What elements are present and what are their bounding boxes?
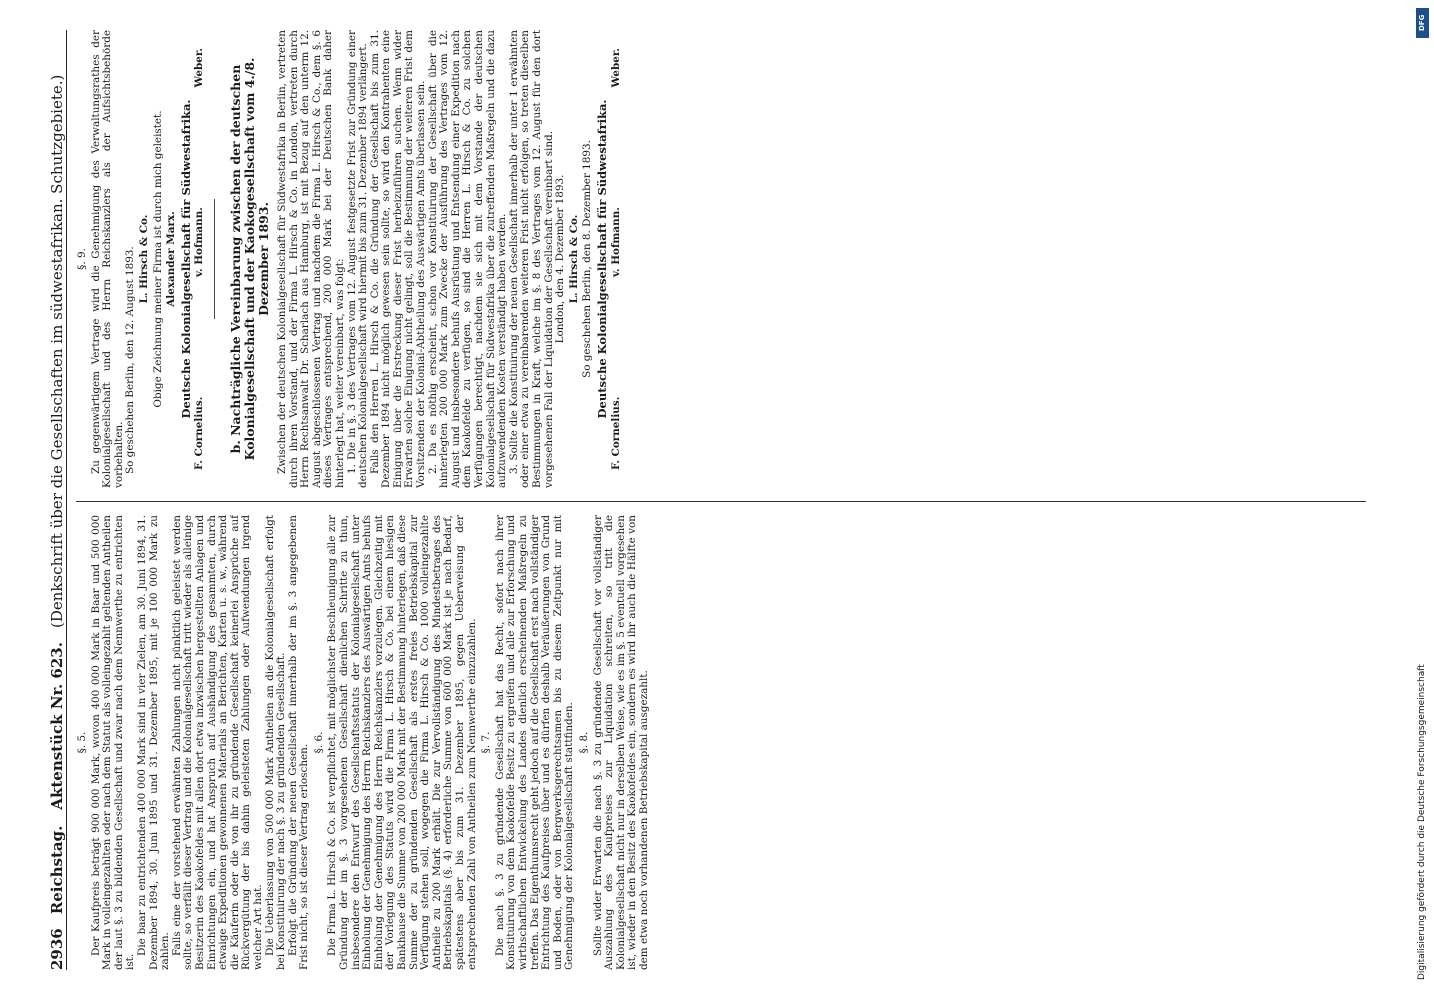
signature-firm: L. Hirsch & Co.	[567, 214, 580, 304]
paragraph: So geschehen Berlin, den 12. August 1893.	[124, 246, 137, 474]
page-number: 2936	[48, 928, 66, 970]
signatory: v. Hofmann.	[193, 207, 206, 278]
section-heading: §. 6.	[312, 731, 325, 754]
file-number: Aktenstück Nr. 623.	[48, 642, 66, 810]
society-name: Deutsche Kolonialgesellschaft für Südwestafrika.	[594, 99, 609, 419]
section-heading: §. 7.	[480, 731, 493, 754]
paragraph: Zwischen der deutschen Kolonialgesellschaft für Südwestafrika in Berlin, vertreten durch ihren Vorstand, und der Firma L. Hirsch & Co. in London, vertreten durch Herrn Rechtsanwalt Dr. Scharlach aus Hamburg, ist mit Bezug auf den unterm 12. August abgeschlossenen Vertrag und nachdem die Firma L. Hirsch & Co., dem §. 6 dieses Vertrages entsprechend, 200 000 Mark bei der Deutschen Bank daher hinterlegt hat, weiter vereinbart, was folgt:	[275, 30, 346, 488]
signatory: F. Cornelius.	[609, 396, 622, 470]
digitization-note: Digitalisierung gefördert durch die Deutsche Forschungsgemeinschaft	[1417, 664, 1427, 980]
paragraph: 3. Sollte die Konstituirung der neuen Gesellschaft innerhalb der unter 1 erwähnten oder einer etwa zu vereinbarenden weiteren Frist nicht erfolgen, so treten dieselben Bestimmungen in Kraft, welche im §. 8 des Vertrages vom 12. August für den dort vorgesehenen Fall der Liquidation der Gesellschaft vereinbart sind.	[507, 30, 555, 488]
paragraph: Erfolgt die Gründung der neuen Gesellschaft innerhalb der im §. 3 angegebenen Frist nicht, so ist dieser Vertrag erloschen.	[286, 515, 311, 970]
paragraph: Der Kaufpreis beträgt 900 000 Mark, wovon 400 000 Mark in Baar und 500 000 Mark in volleingezahlten oder nach dem Statut als volleingezahlt geltenden Antheilen der laut §. 3 zu bildenden Gesellschaft und zwar nach dem Nennwerthe zu entrichten ist.	[89, 515, 137, 970]
place-date: London, den 4. Dezember 1893.	[554, 174, 567, 344]
paragraph: Zu gegenwärtigem Vertrage wird die Genehmigung des Verwaltungsrathes der Kolonialgesellschaft und des Herrn Reichskanzlers als der Aufsichtsbehörde vorbehalten.	[89, 30, 125, 488]
page-header	[40, 30, 67, 970]
paragraph: Falls den Herren L. Hirsch & Co. die Gründung der Gesellschaft bis zum 31. Dezember 1894 nicht möglich gewesen sein sollte, so wird den Kontrahenten eine Einigung über die Erstreckung dieser Frist herbeizuführen suchen. Wenn wider Erwarten solche Einigung nicht gelingt, soll die Bestimmung der weiteren Frist dem Vorsitzenden der Kolonial-Abtheilung des Auswärtigen Amts überlassen sein.	[368, 30, 428, 488]
signatory: Weber.	[193, 48, 206, 88]
paragraph: Falls eine der vorstehend erwähnten Zahlungen nicht pünktlich geleistet werden sollte, so verfällt dieser Vertrag und die Kolonialgesellschaft tritt wieder als alleinige Besitzerin des Kaokofeldes mit allen dort etwa inzwischen hergestellten Anlagen und Einrichtungen ein, und hat Anspruch auf Aushändigung des gesammten, durch etwaige Expeditionen gewonnenen Materials an Berichten, Karten u. s. w., während die Käuferin oder die von ihr zu gründende Gesellschaft keinerlei Ansprüche auf Rückvergütung der bis dahin geleisteten Zahlungen oder Aufwendungen irgend welcher Art hat.	[170, 515, 264, 970]
rotated-page	[40, 30, 1370, 970]
society-name: Deutsche Kolonialgesellschaft für Südwestafrika.	[178, 99, 193, 419]
section-heading: §. 5.	[76, 731, 88, 754]
separator-rule	[214, 199, 215, 319]
paragraph: Die Firma L. Hirsch & Co. ist verpflichtet, mit möglichster Beschleunigung alle zur Gründung der im §. 3 vorgesehenen Gesellschaft dienlichen Schritte zu thun, insbesondere den Entwurf des Gesellschaftsstatuts der Kolonialgesellschaft unter Einholung der Genehmigung des Herrn Reichskanzlers des Auswärtigen Amts behufs Einholung der Genehmigung des Herrn Reichskanzlers vorzulegen. Gleichzeitig mit der Vorlegung des Statuts wird die Firma L. Hirsch & Co. bei einem hiesigen Bankhause die Summe von 200 000 Mark mit der Bestimmung hinterlegen, daß diese Summe der zu gründenden Gesellschaft als erstes freies Betriebskapital zur Verfügung stehen soll, wogegen die Firma L. Hirsch & Co. 1000 volleingezahlte Antheile zu 200 Mark erhält. Die zur Vervollständigung des Mindestbetrages des Betriebskapitals (§. 4) erforderliche Summe von 600 000 Mark ist je nach Bedarf, spätestens aber bis zum 31. Dezember 1895, gegen Ueberweisung der entsprechenden Zahl von Antheilen zum Nennwerthe einzuzahlen.	[326, 515, 478, 970]
column-divider	[76, 501, 1366, 502]
signatory: F. Cornelius.	[193, 396, 206, 470]
section-heading: §. 9.	[76, 248, 88, 270]
signatory: v. Hofmann.	[609, 207, 622, 278]
document-title: (Denkschrift über die Gesellschaften im südwestafrikan. Schutzgebiete.)	[48, 74, 66, 629]
place-date: So geschehen Berlin, den 8. Dezember 1893.	[581, 140, 594, 378]
paragraph: Die nach §. 3 zu gründende Gesellschaft hat das Recht, sofort nach ihrer Konstituirung von dem Kaokofelde Besitz zu ergreifen und alle zur Erforschung und wirthschaftlichen Entwickelung des Landes dienlich erscheinenden Maßregeln zu treffen. Das Eigenthumsrecht geht jedoch auf die Gesellschaft erst nach vollständiger Entrichtung des Kaufpreises über und es dürfen deshalb Veräußerungen von Grund und Boden, oder von Bergwerksgerechtsamen bis zu diesem Zeitpunkt nur mit Genehmigung der Kolonialgesellschaft stattfinden.	[493, 515, 576, 970]
right-column	[74, 30, 1370, 488]
signatory-row	[611, 30, 623, 488]
left-column	[74, 515, 1370, 970]
paragraph: 2. Da es nöthig erscheint, schon vor Konstituirung der Gesellschaft über die hinterlegten 200 000 Mark zum Zwecke der Ausführung des Vertrages vom 12. August und insbesondere behufs Ausrüstung und Entsendung einer Expedition nach dem Kaokofelde zu verfügen, so sind die Herren L. Hirsch & Co. zu solchen Verfügungen berechtigt, nachdem sie sich mit dem Vorstande der deutschen Kolonialgesellschaft für Südwestafrika über die zutreffenden Maßregeln und die dazu aufzuwendenden Kosten verständigt haben werden.	[426, 30, 509, 488]
signature-firm: L. Hirsch & Co.	[137, 214, 150, 304]
signatory-row	[194, 30, 206, 488]
dfg-logo: DFG	[1416, 8, 1429, 38]
paragraph: Die Ueberlassung von 500 000 Mark Antheilen an die Kolonialgesellschaft erfolgt bei Konstituirung der nach §. 3 zu gründenden Gesellschaft.	[263, 515, 288, 970]
signature-name: Alexander Marx.	[165, 211, 178, 307]
paragraph: Sollte wider Erwarten die nach §. 3 zu gründende Gesellschaft vor vollständiger Auszahlung des Kaufpreises zur Liquidation schreiten, so tritt die Kolonialgesellschaft nicht nur in derselben Weise, wie es im §. 5 eventuell vorgesehen ist, wieder in den Besitz des Kaokofeldes ein, sondern es wird ihr auch die Hälfte von dem etwa noch vorhandenen Betriebskapital ausgezahlt.	[591, 515, 650, 970]
paragraph: 1. Die in §. 3 des Vertrages vom 12. August festgesetzte Frist zur Gründung einer deutschen Kolonialgesellschaft wird hiermit bis zum 31. Dezember 1894 verlängert.	[345, 30, 370, 488]
agreement-title: b. Nachträgliche Vereinbarung zwischen der deutschen Kolonialgesellschaft und der Kaokogesellschaft vom 4./8. Dezember 1893.	[227, 57, 271, 461]
signatory: Weber.	[609, 48, 622, 88]
paragraph: Die baar zu entrichtenden 400 000 Mark sind in vier Zielen, am 30. Juni 1894, 31. Dezember 1894, 30. Juni 1895 und 31. Dezember 1895, mit je 100 000 Mark zu zahlen.	[135, 515, 172, 970]
signature-note: Obige Zeichnung meiner Firma ist durch mich geleistet.	[151, 110, 164, 408]
parliament-label: Reichstag.	[48, 825, 66, 915]
section-heading: §. 8.	[577, 731, 590, 754]
